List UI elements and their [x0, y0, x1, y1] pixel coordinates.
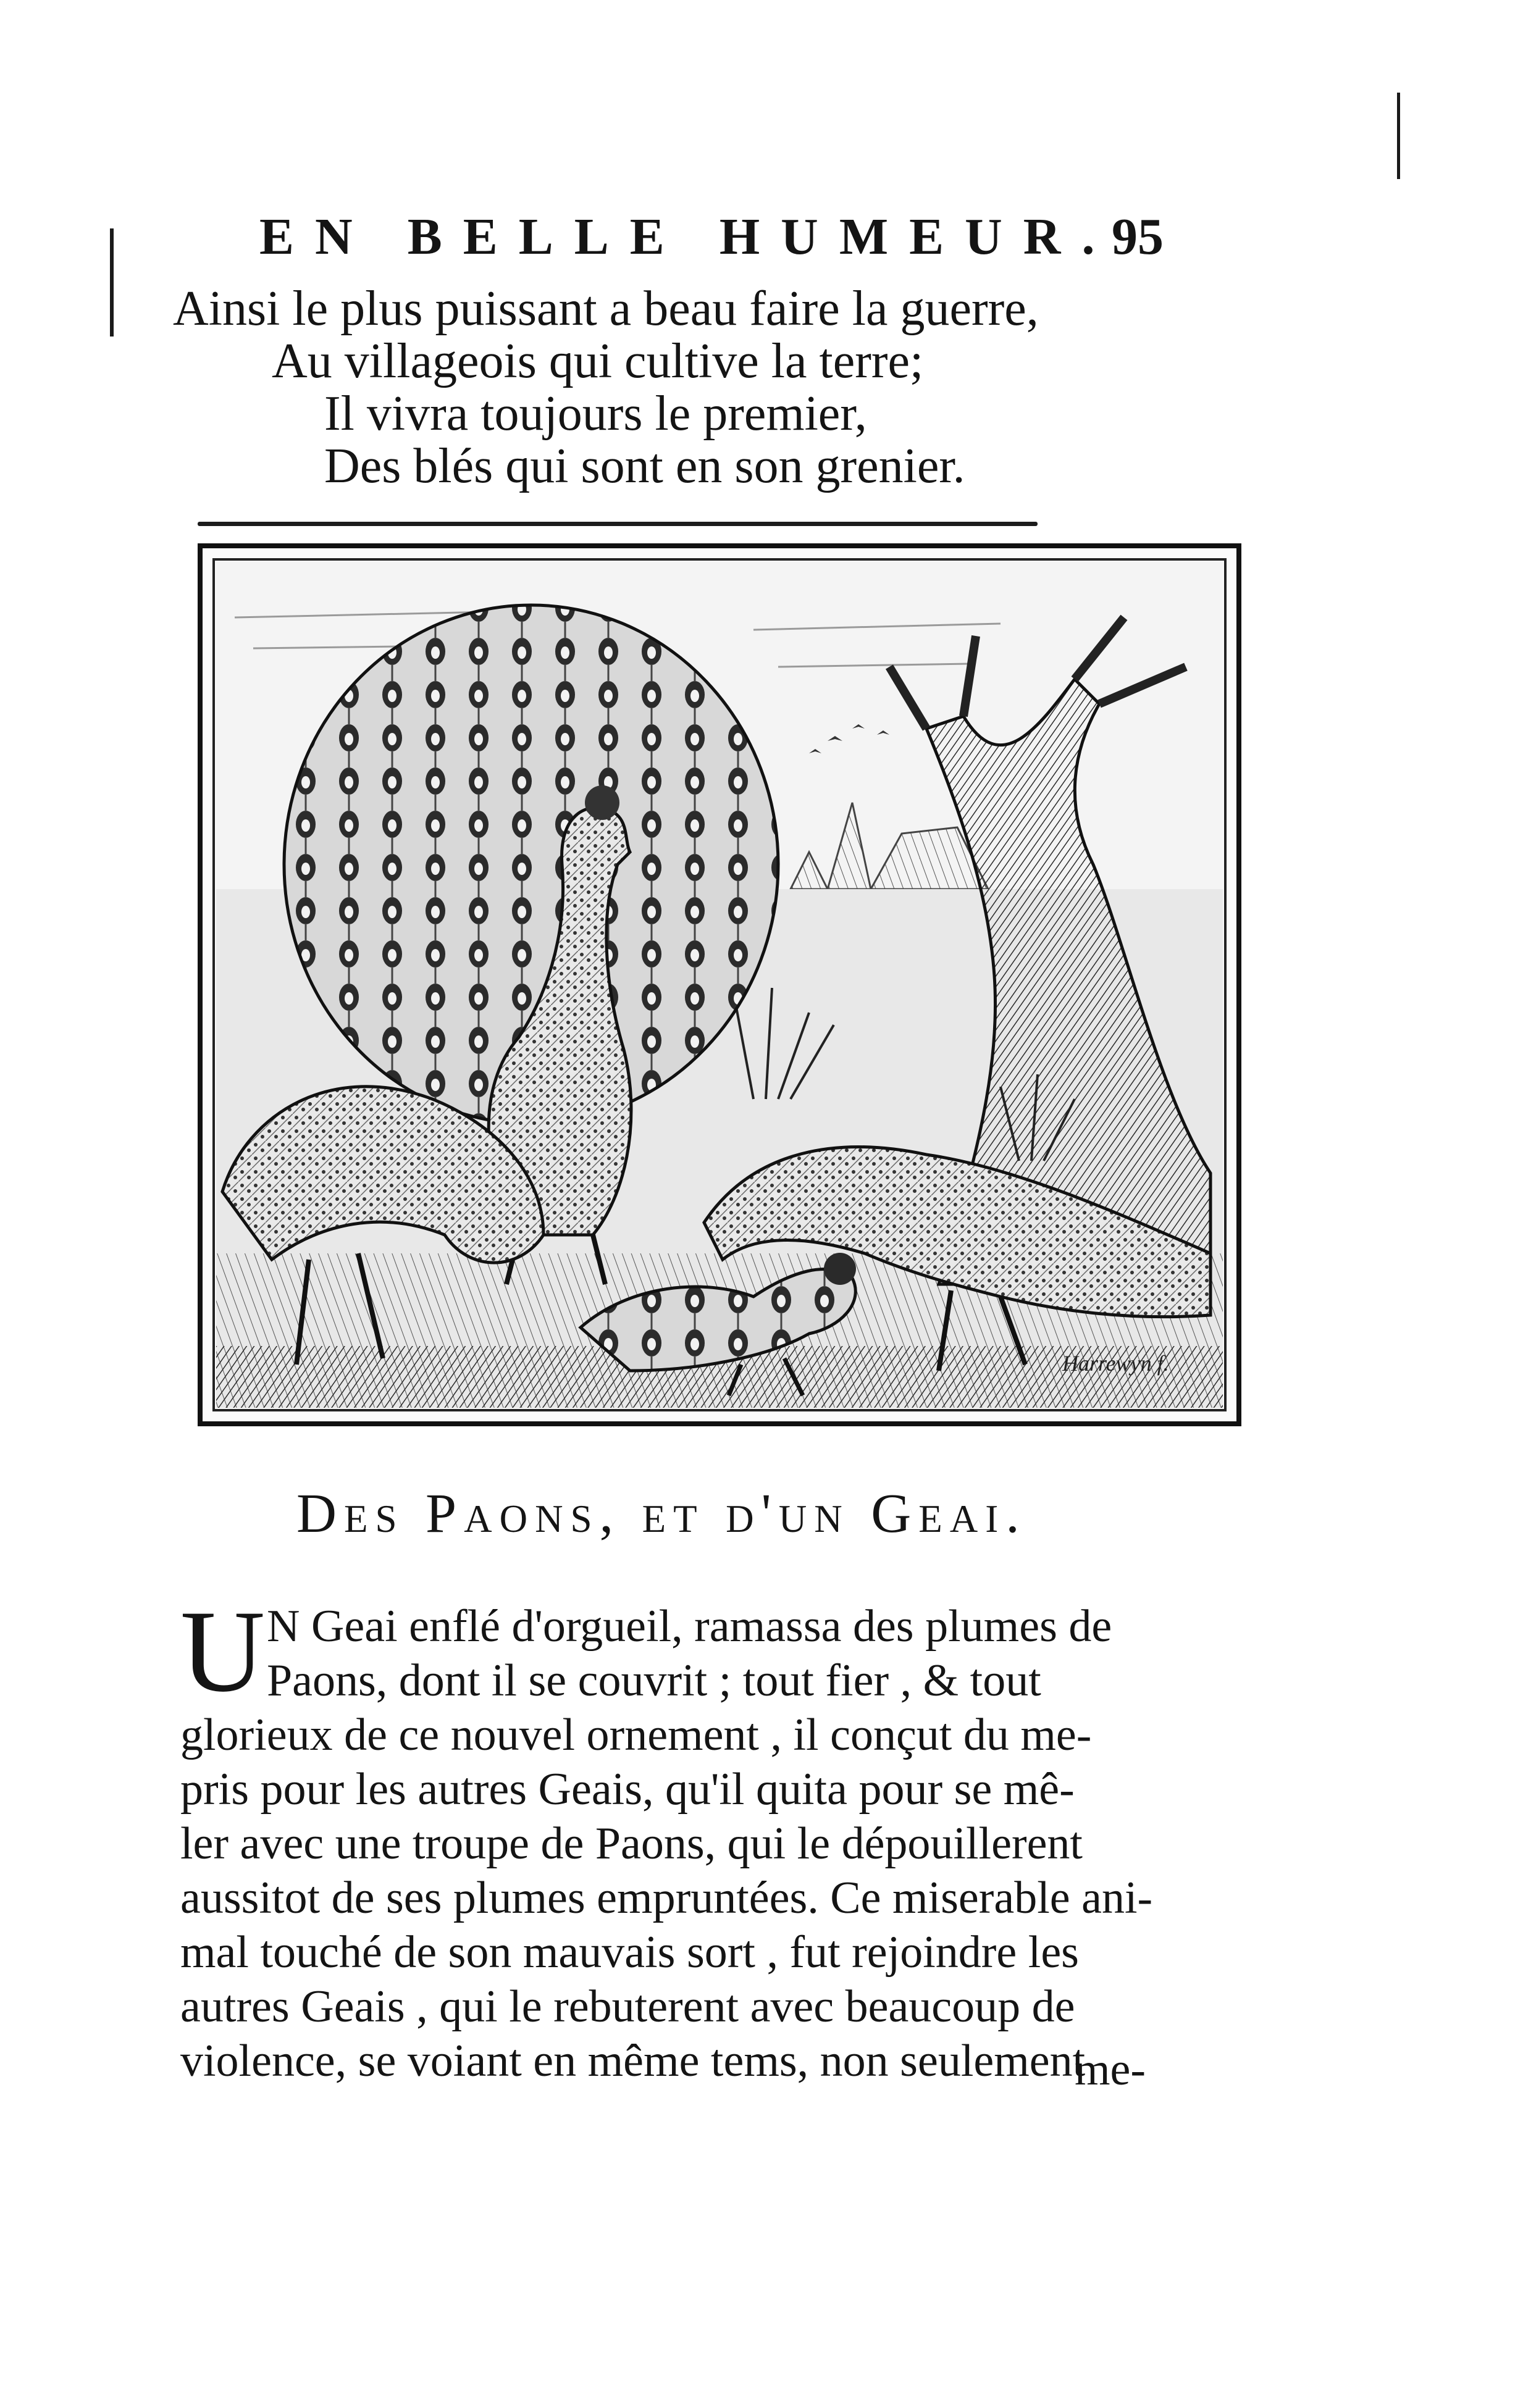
body-line: N Geai enflé d'orgueil, ramassa des plumes de	[267, 1601, 1112, 1652]
margin-rule-left	[110, 228, 114, 337]
peacock-crest	[585, 785, 619, 820]
drop-cap: U	[180, 1587, 266, 1716]
body-line: ler avec une troupe de Paons, qui le dépouillerent	[180, 1818, 1083, 1869]
body-line: autres Geais , qui le rebuterent avec beaucoup de	[180, 1981, 1075, 2032]
verse-line: Des blés qui sont en son grenier.	[324, 439, 965, 493]
body-line: violence, se voiant en même tems, non seulement	[180, 2036, 1086, 2086]
catchword: me-	[1075, 2044, 1146, 2095]
verse-line: Il vivra toujours le premier,	[324, 387, 867, 441]
section-separator	[198, 522, 1038, 526]
body-line: pris pour les autres Geais, qu'il quita pour se mê-	[180, 1764, 1075, 1815]
verse-line: Au villageois qui cultive la terre;	[272, 334, 924, 388]
page-number: 95	[1112, 208, 1164, 265]
body-line: mal touché de son mauvais sort , fut rejoindre les	[180, 1927, 1079, 1978]
margin-rule-right	[1397, 93, 1400, 179]
running-title: EN BELLE HUMEUR.	[259, 208, 1116, 265]
verse-line: Ainsi le plus puissant a beau faire la guerre,	[173, 282, 1039, 336]
fable-title: Des Paons, et d'un Geai.	[296, 1483, 1027, 1544]
body-line: glorieux de ce nouvel ornement , il conçut du me-	[180, 1710, 1092, 1760]
peacock-engraving	[198, 543, 1241, 1426]
body-line: Paons, dont il se couvrit ; tout fier , & tout	[267, 1655, 1041, 1706]
body-line: aussitot de ses plumes empruntées. Ce miserable ani-	[180, 1873, 1153, 1923]
page-header	[259, 207, 1309, 275]
engraver-signature: Harrewyn f.	[1062, 1351, 1169, 1376]
